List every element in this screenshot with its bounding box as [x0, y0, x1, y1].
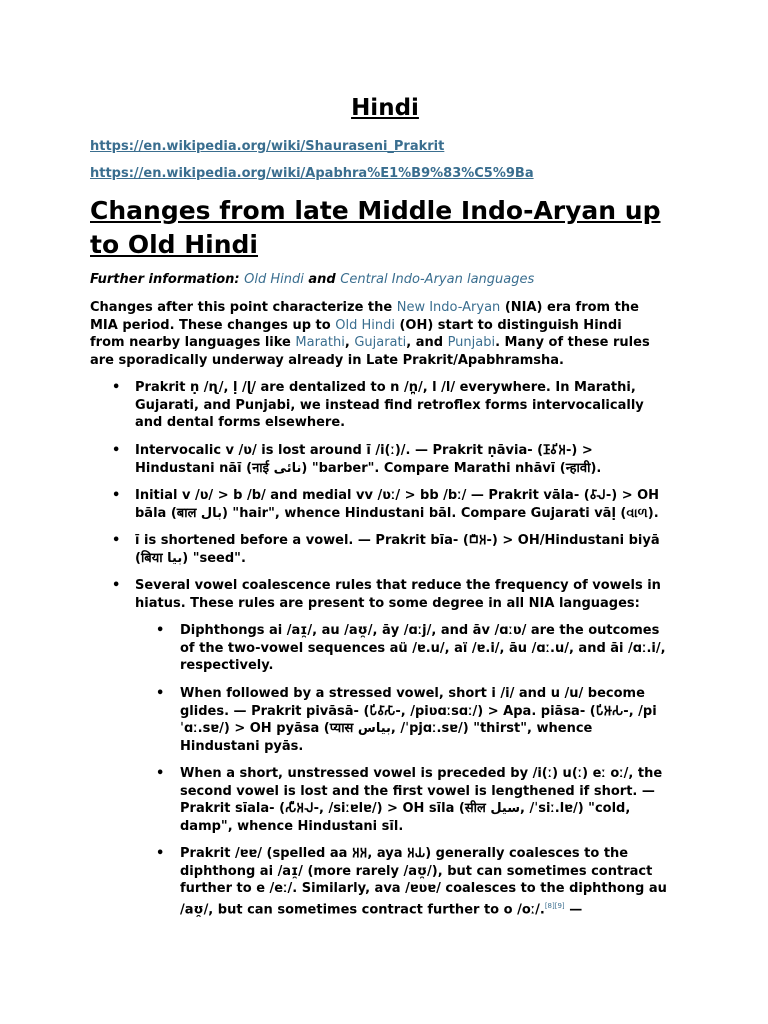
list-item: • Prakrit /ɐɐ/ (spelled aa 𑀅𑀅, aya 𑀅𑀬) generally coalesces to the diphthong ai /aɪ̯/ (more rarely /aʊ̯/), but can sometimes contract further to e /eː/. Similarly, ava /ɐʋɐ/ coalesces to the diphthong au /aʊ̯/, but can sometimes contract further to o /oː/.[8][9] —: [156, 846, 667, 917]
link-old-hindi[interactable]: Old Hindi: [244, 272, 304, 287]
page-title: Hindi: [351, 95, 419, 121]
list-item: • When followed by a stressed vowel, short i /i/ and u /u/ become glides. — Prakrit pivāsā- (𑀧𑀺𑀯𑀸𑀲𑀸-, /piʋɑːsɑː/) > Apa. piāsa- (𑀧𑀺𑀆𑀲-, /pi ˈɑː.sɐ/) > OH pyāsa (प्यास بیاس, /ˈpjɑː.sɐ/) "thirst", whence Hindustani pyās.: [156, 686, 657, 754]
link-marathi[interactable]: Marathi: [295, 335, 345, 350]
list-item: • Prakrit ṇ /ɳ/, ḷ /ɭ/ are dentalized to n /n̪/, l /l/ everywhere. In Marathi, Gujarati, and Punjabi, we instead find retroflex forms intervocalically and dental forms elsewhere.: [112, 380, 644, 430]
list-item: • Intervocalic v /ʋ/ is lost around ī /i(ː)/. — Prakrit ṇāvia- (𑀡𑀸𑀯𑀺𑀅-) > Hindustani nāī (नाई نائی) "barber". Compare Marathi nhāvī (न्हावी).: [112, 443, 602, 476]
citation-link[interactable]: [8][9]: [544, 901, 565, 910]
link-shauraseni-prakrit[interactable]: https://en.wikipedia.org/wiki/Shauraseni_Prakrit: [90, 139, 445, 154]
link-old-hindi-2[interactable]: Old Hindi: [335, 317, 395, 333]
list-item: • ī is shortened before a vowel. — Prakrit bīa- (𑀩𑀻𑀅-) > OH/Hindustani biyā (बिया بیا) "seed".: [112, 533, 660, 566]
list-item: • Initial v /ʋ/ > b /b/ and medial vv /ʋː/ > bb /bː/ — Prakrit vāla- (𑀯𑀸𑀮-) > OH bāla (बाल بال) "hair", whence Hindustani bāl. Compare Gujarati vāḷ (વાળ).: [112, 488, 660, 521]
list-item: • Several vowel coalescence rules that reduce the frequency of vowels in hiatus. These rules are present to some degree in all NIA languages:: [112, 578, 661, 611]
list-item: • Diphthongs ai /aɪ̯/, au /aʊ̯/, āy /ɑːj/, and āv /ɑːʋ/ are the outcomes of the two-vowel sequences aü /ɐ.u/, aï /ɐ.i/, āu /ɑː.u/, and āi /ɑː.i/, respectively.: [156, 623, 666, 673]
link-central-indo-aryan[interactable]: Central Indo-Aryan languages: [340, 272, 535, 287]
link-apabhramsha[interactable]: https://en.wikipedia.org/wiki/Apabhra%E1%B9%83%C5%9Ba: [90, 166, 534, 181]
list-item: • When a short, unstressed vowel is preceded by /i(ː) u(ː) eː oː/, the second vowel is lost and the first vowel is lengthened if short. — Prakrit sīala- (𑀲𑀻𑀅𑀮-, /siːɐlɐ/) > OH sīla (सील سیل, /ˈsiː.lɐ/) "cold, damp", whence Hindustani sīl.: [156, 766, 663, 834]
further-information: Further information: Old Hindi and Central Indo-Aryan languages: [90, 272, 535, 287]
link-punjabi[interactable]: Punjabi: [447, 335, 496, 350]
intro-paragraph: Changes after this point characterize the New Indo-Aryan (NIA) era from the MIA period. These changes up to Old Hindi (OH) start to distinguish Hindi from nearby languages like Marathi, Gujarati, and Punjabi. Many of these rules are sporadically underway already in Late Prakrit/Apabhramsha.: [90, 300, 650, 368]
link-gujarati[interactable]: Gujarati: [354, 335, 407, 350]
link-new-indo-aryan[interactable]: New Indo-Aryan: [396, 300, 501, 315]
section-heading: Changes from late Middle Indo-Aryan up to Old Hindi: [90, 196, 661, 259]
